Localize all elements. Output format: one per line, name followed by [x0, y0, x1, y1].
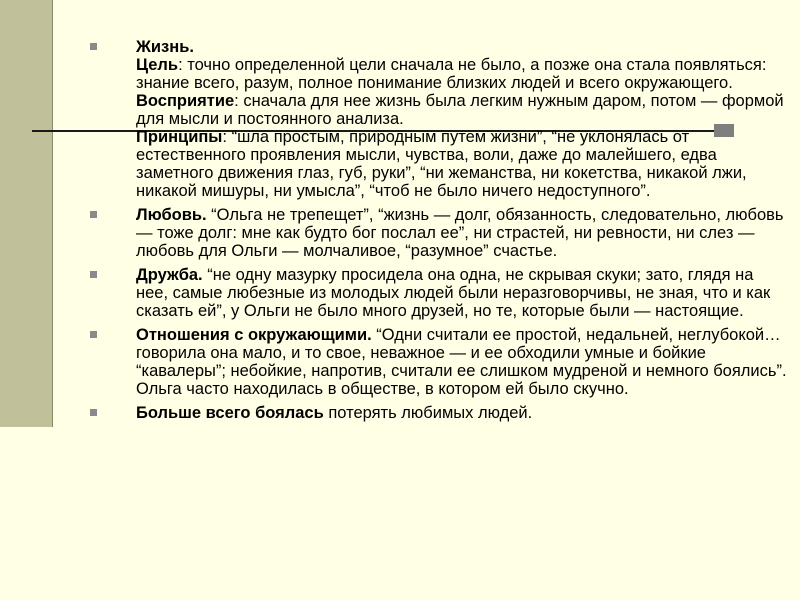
- left-decorative-bar: [0, 0, 53, 427]
- list-item-friendship: [90, 266, 790, 320]
- item-text: “Ольга не трепещет”, “жизнь — долг, обязанность, следовательно, любовь — тоже долг: мне как будто бог послал ее”, ни страстей, ни ревности, ни слез — любовь для Ольги — молчаливое, “разумное” счастье.: [136, 206, 784, 260]
- item-heading: Больше всего боялась: [136, 404, 324, 422]
- item-heading: Жизнь.: [136, 38, 194, 56]
- goal-label: Цель: [136, 56, 179, 74]
- item-text: потерять любимых людей.: [323, 404, 533, 422]
- list-item-life: [90, 38, 790, 200]
- perception-label: Восприятие: [136, 92, 235, 110]
- item-heading: Любовь.: [136, 206, 207, 224]
- principles-paragraph: [136, 128, 790, 200]
- item-heading: Дружба.: [136, 266, 203, 284]
- item-text: “Одни считали ее простой, недальней, неглубокой… говорила она мало, и то свое, неважное — и ее обходили умные и бойкие “кавалеры”; небойкие, напротив, считали ее слишком мудреной и немного боялись”. Ольга часто находилась в обществе, в котором ей было скучно.: [136, 326, 787, 398]
- bullet-icon: [90, 43, 97, 50]
- principles-text: : “шла простым, природным путем жизни”, “не уклонялась от естественного проявления мысли, чувства, воли, даже до малейшего, едва заметного движения глаз, губ, руки”, “ни жеманства, ни кокетства, никакой лжи, никакой мишуры, ни умысла”, “чтоб не было ничего недоступного”.: [136, 128, 747, 200]
- bullet-icon: [90, 271, 97, 278]
- goal-text: : точно определенной цели сначала не было, а позже она стала появляться: знание всего, разум, полное понимание близких людей и всего окружающего.: [136, 56, 767, 92]
- bullet-icon: [90, 211, 97, 218]
- item-text: “не одну мазурку просидела она одна, не скрывая скуки; зато, глядя на нее, самые любезные из молодых людей были неразговорчивы, не зная, что и как сказать ей”, у Ольги не было много друзей, но те, которые были — настоящие.: [136, 266, 771, 320]
- slide-content: [90, 38, 790, 428]
- list-item-relations: [90, 326, 790, 398]
- list-item-fear: [90, 404, 790, 422]
- bullet-icon: [90, 331, 97, 338]
- list-item-love: [90, 206, 790, 260]
- perception-paragraph: [136, 92, 790, 128]
- item-heading: Отношения с окружающими.: [136, 326, 372, 344]
- principles-label: Принципы: [136, 128, 223, 146]
- goal-paragraph: [136, 56, 790, 92]
- perception-text: : сначала для нее жизнь была легким нужным даром, потом — формой для мысли и постоянного анализа.: [136, 92, 784, 128]
- bullet-icon: [90, 409, 97, 416]
